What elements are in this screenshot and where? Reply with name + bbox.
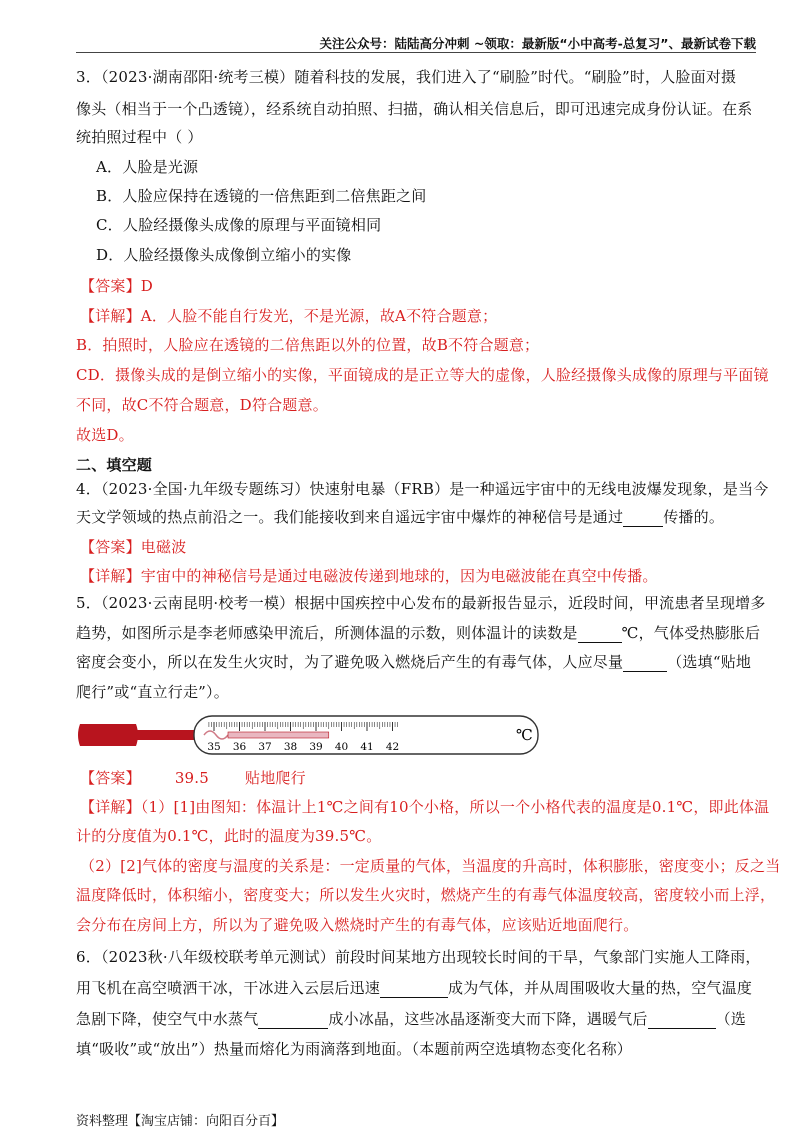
q6-answer-blank-3[interactable] — [648, 1013, 716, 1029]
q3-explain-line5: 故选D。 — [76, 426, 134, 444]
q6-stem-line2 — [76, 977, 752, 998]
thermometer-figure — [76, 712, 546, 758]
q3-option-a: A．人脸是光源 — [96, 158, 199, 176]
q6-stem-line1: 6．（2023秋·八年级校联考单元测试）前段时间某地方出现较长时间的干旱，气象部门实施人工降雨， — [76, 948, 761, 966]
q3-stem-line1: 3．（2023·湖南邵阳·统考三模）随着科技的发展，我们进入了“刷脸”时代。“刷脸”时，人脸面对摄 — [76, 68, 737, 86]
q5-stem-line4: 爬行”或“直立行走”）。 — [76, 683, 229, 701]
page-header: 关注公众号：陆陆高分冲刺 ~领取：最新版“小中高考-总复习”、最新试卷下载 — [319, 36, 756, 51]
q6-answer-blank-2[interactable] — [258, 1013, 328, 1029]
thermometer-tick-label: 37 — [258, 741, 272, 753]
q4-stem-text-b: 传播的。 — [663, 508, 725, 526]
q3-stem-line2: 像头（相当于一个凸透镜），经系统自动拍照、扫描，确认相关信息后，即可迅速完成身份认证。在系 — [76, 100, 753, 118]
thermometer-tick-label: 42 — [385, 741, 400, 753]
thermometer-bulb — [78, 724, 138, 746]
page-footer: 资料整理【淘宝店铺：向阳百分百】 — [76, 1114, 285, 1129]
q4-stem-line2 — [76, 506, 724, 527]
thermometer-tick-label: 35 — [207, 741, 221, 753]
thermometer-tick-label: 38 — [283, 741, 298, 753]
q6-stem-text-b: 成为气体，并从周围吸收大量的热，空气温度 — [448, 979, 753, 997]
q5-stem-line2 — [76, 622, 760, 643]
q5-answer — [80, 767, 306, 788]
q3-stem-line3: 统拍照过程中（ ） — [76, 128, 203, 146]
q6-stem-line4: 填“吸收”或“放出”）热量而熔化为雨滴落到地面。（本题前两空选填物态变化名称） — [76, 1040, 632, 1058]
q5-stem-line1: 5．（2023·云南昆明·校考一模）根据中国疾控中心发布的最新报告显示，近段时间，甲流患者呈现增多 — [76, 594, 766, 612]
q5-answer-blank-1[interactable] — [578, 627, 622, 643]
q3-explain-line4: 不同，故C不符合题意，D符合题意。 — [76, 396, 328, 414]
q5-answer-value-1: 39.5 — [174, 769, 210, 787]
q4-explain: 【详解】宇宙中的神秘信号是通过电磁波传递到地球的，因为电磁波能在真空中传播。 — [80, 567, 658, 585]
q5-explain-line2: 计的分度值为0.1℃，此时的温度为39.5℃。 — [76, 827, 382, 845]
thermometer-tick-label: 39 — [309, 741, 323, 753]
q6-stem-line3 — [76, 1008, 746, 1029]
q5-stem-text-c: 密度会变小，所以在发生火灾时，为了避免吸入燃烧后产生的有毒气体，人应尽量 — [76, 653, 624, 671]
q6-stem-text-a: 用飞机在高空喷洒干冰，干冰进入云层后迅速 — [76, 979, 381, 997]
q3-explain-line3: CD．摄像头成的是倒立缩小的实像，平面镜成的是正立等大的虚像，人脸经摄像头成像的原理与平面镜 — [76, 366, 769, 384]
q5-stem-text-a: 趋势，如图所示是李老师感染甲流后，所测体温的示数，则体温计的读数是 — [76, 624, 578, 642]
q5-stem-line3 — [76, 651, 751, 672]
q5-explain-line3: （2）[2]气体的密度与温度的关系是：一定质量的气体，当温度的升高时，体积膨胀，密度变小；反之当 — [80, 857, 781, 875]
thermometer-tick-label: 36 — [232, 741, 247, 753]
q5-answer-blank-2[interactable] — [623, 656, 667, 672]
q4-answer: 【答案】电磁波 — [80, 538, 187, 556]
q6-stem-text-e: （选 — [715, 1010, 747, 1028]
q4-stem-line1: 4．（2023·全国·九年级专题练习）快速射电暴（FRB）是一种遥远宇宙中的无线电波爆发现象，是当今 — [76, 480, 769, 498]
q3-explain-line1: 【详解】A．人脸不能自行发光，不是光源，故A不符合题意； — [80, 307, 498, 325]
thermometer-unit: ℃ — [516, 726, 533, 744]
q4-answer-blank[interactable] — [623, 511, 663, 527]
mercury-column — [228, 732, 329, 738]
q6-answer-blank-1[interactable] — [380, 982, 448, 998]
q4-stem-text-a: 天文学领域的热点前沿之一。我们能接收到来自遥远宇宙中爆炸的神秘信号是通过 — [76, 508, 624, 526]
q3-option-c: C．人脸经摄像头成像的原理与平面镜相同 — [96, 216, 382, 234]
q6-stem-text-c: 急剧下降，使空气中水蒸气 — [76, 1010, 259, 1028]
q3-option-d: D．人脸经摄像头成像倒立缩小的实像 — [96, 246, 352, 264]
thermometer-tick-label: 41 — [360, 741, 374, 753]
q3-explain-line2: B．拍照时，人脸应在透镜的二倍焦距以外的位置，故B不符合题意； — [76, 336, 540, 354]
q5-explain-line5: 会分布在房间上方，所以为了避免吸入燃烧时产生的有毒气体，应该贴近地面爬行。 — [76, 916, 639, 934]
thermometer-tick-label: 40 — [334, 741, 349, 753]
section-title: 二、填空题 — [76, 456, 153, 474]
q5-answer-value-2: 贴地爬行 — [245, 769, 306, 787]
q5-explain-line4: 温度降低时，体积缩小，密度变大；所以发生火灾时，燃烧产生的有毒气体温度较高，密度较小而上浮， — [76, 886, 776, 904]
q6-stem-text-d: 成小冰晶，这些冰晶逐渐变大而下降，遇暖气后 — [328, 1010, 648, 1028]
q3-answer: 【答案】D — [80, 277, 154, 295]
q5-stem-text-d: （选填“贴地 — [667, 653, 752, 671]
q5-stem-text-b: ℃，气体受热膨胀后 — [621, 624, 761, 642]
header-divider — [76, 52, 756, 53]
q3-option-b: B．人脸应保持在透镜的一倍焦距到二倍焦距之间 — [96, 187, 427, 205]
q5-answer-label: 【答案】 — [80, 769, 141, 787]
q5-explain-line1: 【详解】（1）[1]由图知：体温计上1℃之间有10个小格，所以一个小格代表的温度是0.1℃，即此体温 — [80, 798, 770, 816]
